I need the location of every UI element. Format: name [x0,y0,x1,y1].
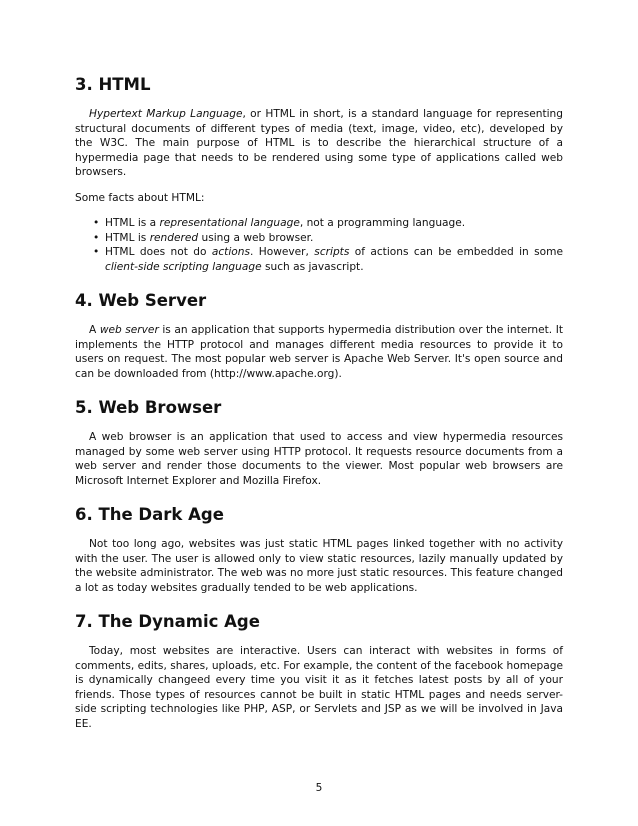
page-content [75,75,563,748]
web-browser-paragraph: A web browser is an application that used to access and view hypermedia resources managed by some web server using HTTP protocol. It requests resource documents from a web server and render those documents to the viewer. Most popular web browsers are Microsoft Internet Explorer and Mozilla Firefox. [75,431,563,487]
dynamic-age-paragraph: Today, most websites are interactive. Users can interact with websites in forms of comments, edits, shares, uploads, etc. For example, the content of the facebook homepage is dynamically changeed every time you visit it as it fetches latest posts by all of your friends. Those types of resources cannot be built in static HTML pages and needs server-side scripting technologies like PHP, ASP, or Servlets and JSP as we will be involved in Java EE. [75,645,563,730]
bullet-text: HTML is a [105,217,160,229]
list-item [93,245,563,274]
bullet-emphasis: actions [211,246,250,258]
html-facts-list [75,216,563,274]
section-heading-web-browser: 5. Web Browser [75,398,222,417]
web-server-paragraph [75,323,563,381]
bullet-text: , not a programming language. [299,217,466,229]
bullet-emphasis: representational language [159,217,300,229]
section-html [75,75,563,274]
section-dark-age [75,505,563,595]
section-dynamic-age [75,612,563,731]
bullet-text: such as javascript. [261,260,364,273]
bullet-text: of actions can be embedded in some [349,246,563,258]
bullet-text: HTML is [105,231,150,244]
bullet-icon: • [93,231,100,244]
bullet-text: using a web browser. [198,231,314,244]
list-item [93,231,563,246]
paragraph-text: A [89,324,100,336]
bullet-emphasis: client-side scripting language [105,260,262,273]
bullet-text: HTML does not do [105,246,212,258]
paragraph-text: is an application that supports hypermedia distribution over the internet. It implements the HTTP protocol and manages different media resources to provide it to users on request. The most popular web server is Apache Web Server. It's open source and can be downloaded from (http://www.apache.org). [75,324,564,380]
bullet-icon: • [93,246,100,258]
html-intro-text: , or HTML in short, is a standard language for representing structural documents of different types of media (text, image, video, etc), developed by the W3C. The main purpose of HTML is to describe the hierarchical structure of a hypermedia page that needs to be rendered using some type of applications called web browsers. [75,108,563,178]
html-facts-intro: Some facts about HTML: [75,191,205,204]
bullet-text: . However, [250,246,315,258]
section-heading-dynamic-age: 7. The Dynamic Age [75,612,260,631]
dark-age-paragraph: Not too long ago, websites was just static HTML pages linked together with no activity with the user. The user is allowed only to view static resources, lazily manually updated by the website administrator. The web was no more just static resources. This feature changed a lot as today websites gradually tended to be web applications. [75,538,563,594]
page-number: 5 [315,782,323,794]
section-heading-html: 3. HTML [75,75,151,94]
bullet-icon: • [93,217,100,229]
list-item [93,216,563,231]
html-term-emphasis: Hypertext Markup Language [89,108,243,120]
section-heading-web-server: 4. Web Server [75,291,207,310]
bullet-emphasis: rendered [149,231,199,244]
section-web-server [75,291,563,381]
bullet-emphasis: scripts [314,246,350,258]
section-web-browser [75,398,563,488]
section-heading-dark-age: 6. The Dark Age [75,505,224,524]
html-intro-paragraph [75,107,563,180]
web-server-emphasis: web server [99,324,159,336]
